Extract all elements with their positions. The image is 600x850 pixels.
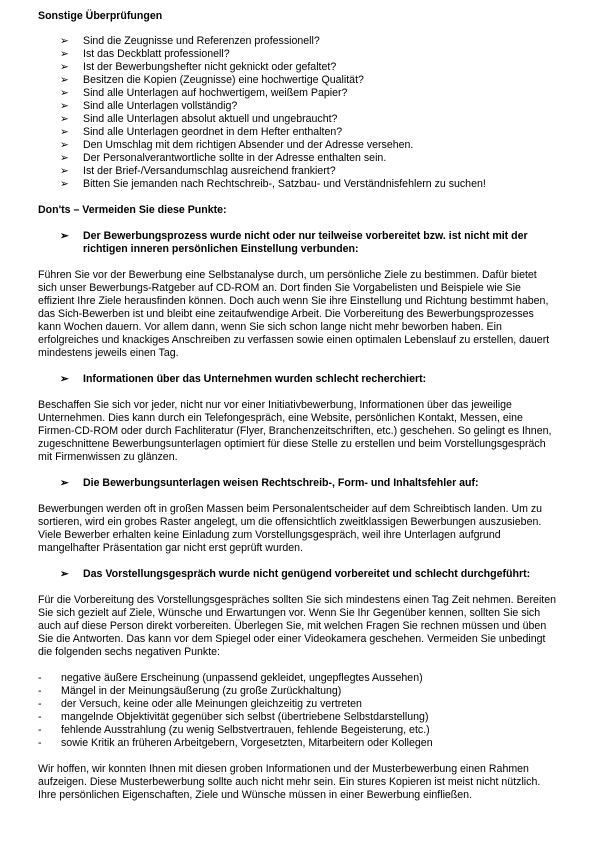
- arrow-bullet-icon: ➢: [60, 230, 69, 242]
- arrow-bullet-icon: ➢: [60, 139, 69, 151]
- section-body: Bewerbungen werden oft in großen Massen beim Personalentscheider auf dem Schreibtisch landen. Um zu sortieren, wird ein grobes Raster angelegt, um die offensichtlich zweitklassigen Bewerbungen auszusieben. Viele Bewerber erhalten keine Einladung zum Vorstellungsgespräch, weil ihre Unterlagen aufgrund mangelhafter Präsentation gar nicht erst geprüft wurden.: [38, 503, 543, 554]
- arrow-bullet-icon: ➢: [60, 35, 69, 47]
- section-heading: ➢ Die Bewerbungsunterlagen weisen Rechtschreib-, Form- und Inhaltsfehler auf:: [60, 477, 479, 489]
- checklist-item: ➢ Den Umschlag mit dem richtigen Absender und der Adresse versehen.: [60, 139, 414, 151]
- dash-bullet-icon: -: [38, 685, 42, 697]
- checklist-item: ➢ Sind die Zeugnisse und Referenzen professionell?: [60, 35, 320, 47]
- section-heading: ➢ Der Bewerbungsprozess wurde nicht oder nur teilweise vorbereitet bzw. ist nicht mit der richtigen inneren persönlichen Einstellung verbunden:: [60, 230, 528, 255]
- dash-bullet-icon: -: [38, 672, 42, 684]
- checklist-item: ➢ Sind alle Unterlagen vollständig?: [60, 100, 238, 112]
- list-item: - der Versuch, keine oder alle Meinungen gleichzeitig zu vertreten: [38, 698, 362, 710]
- checklist-item: ➢ Sind alle Unterlagen geordnet in dem Hefter enthalten?: [60, 126, 343, 138]
- checklist-item: ➢ Ist der Bewerbungshefter nicht geknickt oder gefaltet?: [60, 61, 337, 73]
- arrow-bullet-icon: ➢: [60, 61, 69, 73]
- arrow-bullet-icon: ➢: [60, 152, 69, 164]
- arrow-bullet-icon: ➢: [60, 373, 69, 385]
- checklist-item: ➢ Ist das Deckblatt professionell?: [60, 48, 230, 60]
- section-heading: ➢ Informationen über das Unternehmen wurden schlecht recherchiert:: [60, 373, 427, 385]
- arrow-bullet-icon: ➢: [60, 178, 69, 190]
- arrow-bullet-icon: ➢: [60, 126, 69, 138]
- dash-bullet-icon: -: [38, 724, 42, 736]
- checklist-item: ➢ Der Personalverantwortliche sollte in der Adresse enthalten sein.: [60, 152, 387, 164]
- section-body: Beschaffen Sie sich vor jeder, nicht nur vor einer Initiativbewerbung, Informationen über das jeweilige Unternehmen. Dies kann durch ein Telefongespräch, eine Website, persönlichen Kontakt, Messen, eine Firmen-CD-ROM oder durch Fachliteratur (Flyer, Branchenzeitschriften, etc.) geschehen. So gelingt es Ihnen, zugeschnittene Bewerbungsunterlagen optimiert für diese Stelle zu erstellen und beim Vorstellungsgespräch mit Firmenwissen zu glänzen.: [38, 399, 552, 463]
- page-title: Sonstige Überprüfungen: [38, 10, 163, 22]
- checklist-item: ➢ Bitten Sie jemanden nach Rechtschreib-, Satzbau- und Verständnisfehlern zu suchen!: [60, 178, 486, 190]
- dash-bullet-icon: -: [38, 698, 42, 710]
- checklist-item: ➢ Besitzen die Kopien (Zeugnisse) eine hochwertige Qualität?: [60, 74, 364, 86]
- arrow-bullet-icon: ➢: [60, 113, 69, 125]
- arrow-bullet-icon: ➢: [60, 100, 69, 112]
- arrow-bullet-icon: ➢: [60, 87, 69, 99]
- checklist: [38, 35, 558, 191]
- list-item: - mangelnde Objektivität gegenüber sich selbst (übertriebene Selbstdarstellung): [38, 711, 429, 723]
- list-item: - Mängel in der Meinungsäußerung (zu große Zurückhaltung): [38, 685, 342, 697]
- list-item: - fehlende Ausstrahlung (zu wenig Selbstvertrauen, fehlende Begeisterung, etc.): [38, 724, 430, 736]
- dash-bullet-icon: -: [38, 737, 42, 749]
- section-heading: ➢ Das Vorstellungsgespräch wurde nicht genügend vorbereitet und schlecht durchgeführt:: [60, 568, 531, 580]
- list-item: - sowie Kritik an früheren Arbeitgebern, Vorgesetzten, Mitarbeitern oder Kollegen: [38, 737, 433, 749]
- checklist-item: ➢ Ist der Brief-/Versandumschlag ausreichend frankiert?: [60, 165, 336, 177]
- arrow-bullet-icon: ➢: [60, 568, 69, 580]
- donts-heading: Don'ts – Vermeiden Sie diese Punkte:: [38, 204, 227, 216]
- section-body: Für die Vorbereitung des Vorstellungsgespräches sollten Sie sich mindestens einen Tag Zeit nehmen. Bereiten Sie sich gezielt auf Ziele, Wünsche und Erwartungen vor. Wenn Sie Ihr Gegenüber kennen, sollten Sie sich auch auf diese Person direkt vorbereiten. Überlegen Sie, mit welchen Fragen Sie rechnen müssen und üben Sie die Antworten. Das kann vor dem Spiegel oder einer Videokamera geschehen. Vermeiden Sie unbedingt die folgenden sechs negativen Punkte:: [38, 594, 557, 658]
- section-body: Führen Sie vor der Bewerbung eine Selbstanalyse durch, um persönliche Ziele zu bestimmen. Dafür bietet sich unser Bewerbungs-Ratgeber auf CD-ROM an. Dort finden Sie Vorgabelisten und Beispiele wie Sie effizient Ihre Ziele herausfinden können. Doch auch wenn Sie ihre Einstellung und Richtung bestimmt haben, das Sich-Bewerben ist und bleibt eine zeitaufwendige Arbeit. Die Vorbereitung des Bewerbungsprozesses kann Wochen dauern. Vor allem dann, wenn Sie sich schon lange nicht mehr beworben haben. Ein erfolgreiches und knackiges Anschreiben zu verfassen sowie einen optimalen Lebenslauf zu erstellen, dauert mindestens jeweils einen Tag.: [38, 269, 550, 359]
- checklist-item: ➢ Sind alle Unterlagen auf hochwertigem, weißem Papier?: [60, 87, 348, 99]
- arrow-bullet-icon: ➢: [60, 165, 69, 177]
- arrow-bullet-icon: ➢: [60, 74, 69, 86]
- list-item: - negative äußere Erscheinung (unpassend gekleidet, ungepflegtes Aussehen): [38, 672, 423, 684]
- document-page: [38, 10, 558, 802]
- closing-paragraph: Wir hoffen, wir konnten Ihnen mit diesen groben Informationen und der Musterbewerbung einen Rahmen aufzeigen. Diese Musterbewerbung sollte auch nicht mehr sein. Ein stures Kopieren ist meist nicht nützlich. Ihre persönlichen Eigenschaften, Ziele und Wünsche müssen in einer Bewerbung einfließen.: [38, 763, 541, 801]
- arrow-bullet-icon: ➢: [60, 48, 69, 60]
- dash-bullet-icon: -: [38, 711, 42, 723]
- checklist-item: ➢ Sind alle Unterlagen absolut aktuell und ungebraucht?: [60, 113, 338, 125]
- negative-points-list: [38, 672, 558, 750]
- arrow-bullet-icon: ➢: [60, 477, 69, 489]
